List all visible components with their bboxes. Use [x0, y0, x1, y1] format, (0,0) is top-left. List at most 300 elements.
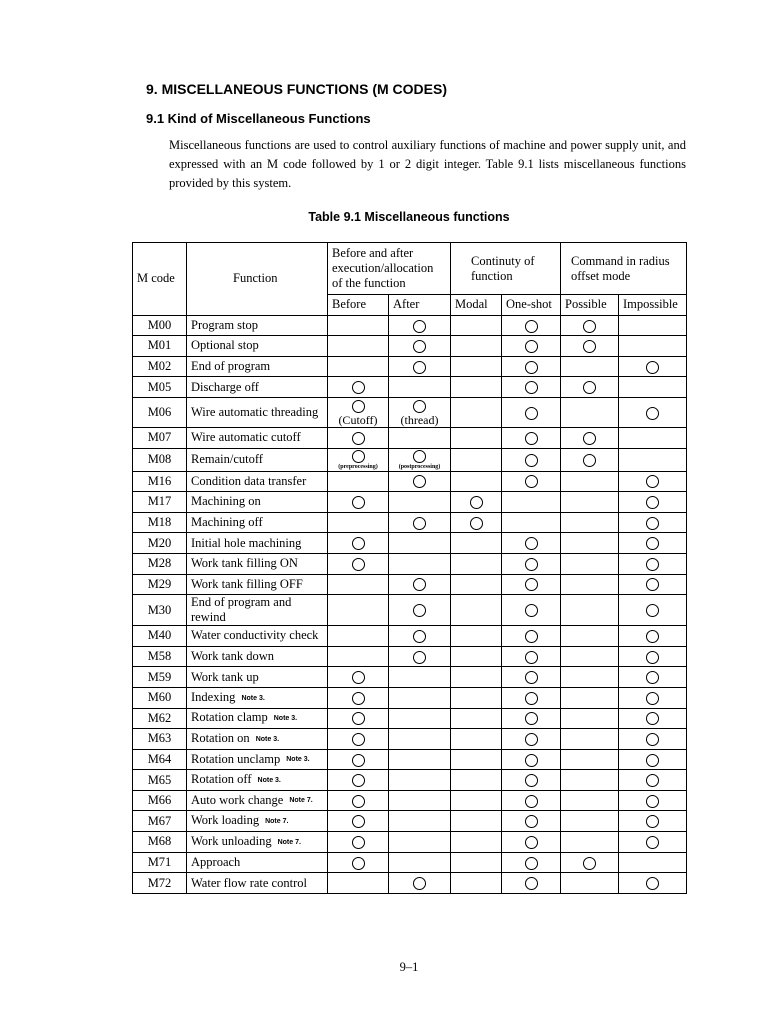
table-row: [133, 397, 687, 427]
before-cell: [328, 667, 389, 688]
circle-mark-icon: [646, 651, 659, 664]
table-row: [133, 492, 687, 513]
function-cell: [187, 512, 328, 533]
before-cell: [328, 574, 389, 595]
function-cell: [187, 574, 328, 595]
modal-cell: [451, 336, 502, 357]
function-cell: [187, 595, 328, 626]
function-cell: [187, 492, 328, 513]
function-cell: [187, 448, 328, 471]
function-label: Initial hole machining: [191, 535, 302, 550]
circle-mark-icon: [646, 361, 659, 374]
circle-mark-icon: [413, 604, 426, 617]
oneshot-cell: [502, 595, 561, 626]
after-cell: [389, 574, 451, 595]
impossible-cell: [619, 427, 687, 448]
modal-cell: [451, 646, 502, 667]
oneshot-cell: [502, 749, 561, 770]
modal-cell: [451, 873, 502, 894]
oneshot-cell: [502, 377, 561, 398]
mcode-cell: M17: [133, 492, 187, 513]
m-code-table: [132, 242, 687, 894]
impossible-cell: [619, 852, 687, 873]
function-cell: [187, 553, 328, 574]
table-row: [133, 749, 687, 770]
oneshot-cell: [502, 770, 561, 791]
header-function: Function: [187, 243, 328, 316]
circle-mark-icon: [646, 795, 659, 808]
modal-cell: [451, 553, 502, 574]
impossible-cell: [619, 315, 687, 336]
mcode-cell: M65: [133, 770, 187, 791]
after-cell: [389, 471, 451, 492]
header-oneshot: One-shot: [502, 295, 561, 316]
table-row: [133, 377, 687, 398]
modal-cell: [451, 574, 502, 595]
after-cell: [389, 811, 451, 832]
after-cell: [389, 553, 451, 574]
circle-mark-icon: [525, 320, 538, 333]
function-cell: [187, 832, 328, 853]
function-label: Program stop: [191, 317, 259, 332]
possible-cell: [561, 471, 619, 492]
circle-mark-icon: [413, 340, 426, 353]
oneshot-cell: [502, 832, 561, 853]
mcode-cell: M16: [133, 471, 187, 492]
section-heading: 9. MISCELLANEOUS FUNCTIONS (M CODES): [146, 81, 448, 97]
circle-mark-icon: [352, 671, 365, 684]
modal-cell: [451, 315, 502, 336]
function-cell: [187, 749, 328, 770]
table-row: [133, 873, 687, 894]
mcode-cell: M40: [133, 626, 187, 647]
possible-cell: [561, 749, 619, 770]
function-cell: [187, 646, 328, 667]
note-ref: Note 3.: [255, 735, 280, 743]
before-cell: [328, 356, 389, 377]
modal-cell: [451, 770, 502, 791]
circle-mark-icon: [352, 400, 365, 413]
before-cell: [328, 533, 389, 554]
before-cell: [328, 448, 389, 471]
before-cell: [328, 427, 389, 448]
circle-mark-icon: [525, 454, 538, 467]
circle-mark-icon: [525, 651, 538, 664]
modal-cell: [451, 356, 502, 377]
mcode-cell: M20: [133, 533, 187, 554]
after-cell: [389, 336, 451, 357]
before-cell: [328, 626, 389, 647]
modal-cell: [451, 729, 502, 750]
possible-cell: [561, 852, 619, 873]
possible-cell: [561, 315, 619, 336]
before-cell: [328, 811, 389, 832]
page-number: 9–1: [399, 960, 419, 974]
table-row: [133, 811, 687, 832]
circle-mark-icon: [352, 733, 365, 746]
mcode-cell: M30: [133, 595, 187, 626]
mcode-cell: M58: [133, 646, 187, 667]
note-ref: Note 3.: [273, 715, 298, 723]
impossible-cell: [619, 832, 687, 853]
oneshot-cell: [502, 687, 561, 708]
possible-cell: [561, 397, 619, 427]
note-ref: Note 3.: [286, 756, 310, 764]
impossible-cell: [619, 811, 687, 832]
after-cell: [389, 397, 451, 427]
header-before: Before: [328, 295, 389, 316]
before-cell: [328, 397, 389, 427]
table-row: [133, 667, 687, 688]
impossible-cell: [619, 448, 687, 471]
after-cell: [389, 646, 451, 667]
possible-cell: [561, 646, 619, 667]
circle-mark-icon: [525, 815, 538, 828]
before-cell: [328, 377, 389, 398]
circle-mark-icon: [352, 857, 365, 870]
circle-mark-icon: [413, 651, 426, 664]
mark-annotation: (Cutoff): [338, 412, 378, 427]
circle-mark-icon: [525, 774, 538, 787]
function-label: Remain/cutoff: [191, 452, 263, 467]
impossible-cell: [619, 553, 687, 574]
mcode-cell: M07: [133, 427, 187, 448]
table-row: [133, 832, 687, 853]
circle-mark-icon: [646, 496, 659, 509]
function-cell: [187, 533, 328, 554]
function-cell: [187, 427, 328, 448]
mark-annotation: (thread): [400, 412, 439, 427]
possible-cell: [561, 512, 619, 533]
before-cell: [328, 790, 389, 811]
impossible-cell: [619, 687, 687, 708]
circle-mark-icon: [525, 712, 538, 725]
table-row: [133, 427, 687, 448]
table-row: [133, 770, 687, 791]
impossible-cell: [619, 356, 687, 377]
oneshot-cell: [502, 315, 561, 336]
function-label: Water flow rate control: [191, 875, 307, 890]
circle-mark-icon: [646, 671, 659, 684]
function-cell: [187, 667, 328, 688]
circle-mark-icon: [470, 517, 483, 530]
function-label: Discharge off: [191, 379, 259, 394]
function-label: Machining on: [191, 494, 261, 509]
after-cell: [389, 873, 451, 894]
circle-mark-icon: [525, 630, 538, 643]
function-label: Water conductivity check: [191, 628, 319, 643]
function-cell: [187, 397, 328, 427]
circle-mark-icon: [352, 537, 365, 550]
function-cell: [187, 336, 328, 357]
circle-mark-icon: [646, 517, 659, 530]
circle-mark-icon: [413, 877, 426, 890]
function-cell: [187, 770, 328, 791]
oneshot-cell: [502, 471, 561, 492]
mcode-cell: M00: [133, 315, 187, 336]
before-cell: [328, 729, 389, 750]
circle-mark-icon: [525, 537, 538, 550]
mcode-cell: M02: [133, 356, 187, 377]
circle-mark-icon: [413, 400, 426, 413]
after-cell: [389, 687, 451, 708]
impossible-cell: [619, 646, 687, 667]
circle-mark-icon: [646, 774, 659, 787]
possible-cell: [561, 533, 619, 554]
circle-mark-icon: [352, 754, 365, 767]
circle-mark-icon: [525, 733, 538, 746]
after-cell: [389, 749, 451, 770]
after-cell: [389, 626, 451, 647]
oneshot-cell: [502, 729, 561, 750]
oneshot-cell: [502, 852, 561, 873]
circle-mark-icon: [646, 537, 659, 550]
circle-mark-icon: [525, 578, 538, 591]
before-cell: [328, 512, 389, 533]
circle-mark-icon: [352, 692, 365, 705]
possible-cell: [561, 667, 619, 688]
modal-cell: [451, 687, 502, 708]
before-cell: [328, 687, 389, 708]
circle-mark-icon: [352, 815, 365, 828]
before-cell: [328, 471, 389, 492]
possible-cell: [561, 595, 619, 626]
table-row: [133, 790, 687, 811]
circle-mark-icon: [525, 836, 538, 849]
table-row: [133, 729, 687, 750]
table-row: [133, 852, 687, 873]
after-cell: [389, 708, 451, 729]
modal-cell: [451, 708, 502, 729]
function-cell: [187, 687, 328, 708]
impossible-cell: [619, 471, 687, 492]
mcode-cell: M05: [133, 377, 187, 398]
circle-mark-icon: [646, 604, 659, 617]
circle-mark-icon: [413, 630, 426, 643]
circle-mark-icon: [525, 432, 538, 445]
circle-mark-icon: [413, 320, 426, 333]
note-ref: Note 7.: [265, 818, 289, 826]
mcode-cell: M08: [133, 448, 187, 471]
circle-mark-icon: [525, 558, 538, 571]
possible-cell: [561, 873, 619, 894]
circle-mark-icon: [525, 407, 538, 420]
circle-mark-icon: [646, 815, 659, 828]
table-row: [133, 708, 687, 729]
mcode-cell: M62: [133, 708, 187, 729]
function-cell: [187, 315, 328, 336]
mcode-cell: M18: [133, 512, 187, 533]
circle-mark-icon: [352, 774, 365, 787]
mcode-cell: M60: [133, 687, 187, 708]
modal-cell: [451, 595, 502, 626]
impossible-cell: [619, 667, 687, 688]
impossible-cell: [619, 397, 687, 427]
table-caption: Table 9.1 Miscellaneous functions: [308, 210, 510, 224]
function-label: Work loading: [191, 813, 260, 828]
after-cell: [389, 729, 451, 750]
function-label: Wire automatic cutoff: [191, 430, 301, 445]
after-cell: [389, 770, 451, 791]
mcode-cell: M67: [133, 811, 187, 832]
before-cell: [328, 315, 389, 336]
circle-mark-icon: [525, 340, 538, 353]
possible-cell: [561, 770, 619, 791]
impossible-cell: [619, 595, 687, 626]
function-label: Work tank filling ON: [191, 556, 298, 571]
circle-mark-icon: [525, 857, 538, 870]
possible-cell: [561, 708, 619, 729]
circle-mark-icon: [646, 407, 659, 420]
function-label: Indexing: [191, 689, 236, 704]
function-label: Rotation clamp: [191, 710, 268, 725]
table-row: [133, 471, 687, 492]
function-label: Rotation off: [191, 772, 252, 787]
function-label: Machining off: [191, 515, 263, 530]
circle-mark-icon: [352, 712, 365, 725]
function-label: Auto work change: [191, 792, 284, 807]
impossible-cell: [619, 512, 687, 533]
before-cell: [328, 708, 389, 729]
oneshot-cell: [502, 553, 561, 574]
function-cell: [187, 852, 328, 873]
function-cell: [187, 356, 328, 377]
table-row: [133, 687, 687, 708]
before-cell: [328, 492, 389, 513]
note-ref: Note 7.: [277, 838, 301, 846]
circle-mark-icon: [525, 361, 538, 374]
modal-cell: [451, 832, 502, 853]
oneshot-cell: [502, 646, 561, 667]
circle-mark-icon: [413, 361, 426, 374]
circle-mark-icon: [646, 475, 659, 488]
circle-mark-icon: [646, 836, 659, 849]
intro-paragraph: Miscellaneous functions are used to control auxiliary functions of machine and power supply unit, and expressed with an M code followed by 1 or 2 digit integer. Table 9.1 lists miscellaneous functions provided by this system.: [169, 138, 686, 190]
circle-mark-icon: [583, 381, 596, 394]
after-cell: [389, 832, 451, 853]
circle-mark-icon: [583, 857, 596, 870]
mcode-cell: M72: [133, 873, 187, 894]
circle-mark-icon: [352, 432, 365, 445]
function-cell: [187, 729, 328, 750]
table-row: [133, 315, 687, 336]
circle-mark-icon: [352, 450, 365, 463]
circle-mark-icon: [646, 578, 659, 591]
function-cell: [187, 708, 328, 729]
circle-mark-icon: [352, 496, 365, 509]
function-label: Approach: [191, 854, 241, 869]
circle-mark-icon: [646, 630, 659, 643]
table-row: [133, 356, 687, 377]
after-cell: [389, 512, 451, 533]
after-cell: [389, 667, 451, 688]
before-cell: [328, 595, 389, 626]
modal-cell: [451, 512, 502, 533]
oneshot-cell: [502, 626, 561, 647]
oneshot-cell: [502, 492, 561, 513]
function-label: End of program and rewind: [191, 595, 292, 625]
header-after: After: [389, 295, 451, 316]
table-row: [133, 512, 687, 533]
circle-mark-icon: [352, 836, 365, 849]
circle-mark-icon: [583, 340, 596, 353]
circle-mark-icon: [525, 381, 538, 394]
before-cell: [328, 873, 389, 894]
function-label: Rotation on: [191, 731, 250, 746]
after-cell: [389, 356, 451, 377]
circle-mark-icon: [352, 795, 365, 808]
table-row: [133, 336, 687, 357]
mcode-cell: M68: [133, 832, 187, 853]
impossible-cell: [619, 729, 687, 750]
note-ref: Note 3.: [241, 694, 265, 702]
oneshot-cell: [502, 533, 561, 554]
circle-mark-icon: [525, 475, 538, 488]
modal-cell: [451, 749, 502, 770]
impossible-cell: [619, 708, 687, 729]
possible-cell: [561, 427, 619, 448]
oneshot-cell: [502, 790, 561, 811]
after-cell: [389, 315, 451, 336]
oneshot-cell: [502, 427, 561, 448]
function-label: Work tank down: [191, 649, 275, 664]
modal-cell: [451, 852, 502, 873]
function-cell: [187, 790, 328, 811]
possible-cell: [561, 729, 619, 750]
modal-cell: [451, 492, 502, 513]
oneshot-cell: [502, 708, 561, 729]
circle-mark-icon: [646, 877, 659, 890]
note-ref: Note 3.: [257, 776, 281, 784]
mcode-cell: M66: [133, 790, 187, 811]
function-cell: [187, 626, 328, 647]
before-cell: [328, 553, 389, 574]
impossible-cell: [619, 377, 687, 398]
circle-mark-icon: [646, 692, 659, 705]
circle-mark-icon: [525, 754, 538, 767]
circle-mark-icon: [583, 320, 596, 333]
circle-mark-icon: [413, 578, 426, 591]
header-impossible: Impossible: [619, 295, 687, 316]
circle-mark-icon: [352, 381, 365, 394]
header-exec-group: Before and after execution/allocation of the function: [328, 243, 451, 295]
function-label: Work unloading: [191, 834, 272, 849]
table-row: [133, 553, 687, 574]
function-cell: [187, 811, 328, 832]
oneshot-cell: [502, 397, 561, 427]
before-cell: [328, 749, 389, 770]
impossible-cell: [619, 873, 687, 894]
possible-cell: [561, 687, 619, 708]
oneshot-cell: [502, 336, 561, 357]
table-row: [133, 574, 687, 595]
mcode-cell: M29: [133, 574, 187, 595]
possible-cell: [561, 377, 619, 398]
possible-cell: [561, 574, 619, 595]
function-label: Optional stop: [191, 338, 259, 353]
mcode-cell: M59: [133, 667, 187, 688]
function-label: Wire automatic threading: [191, 404, 319, 419]
circle-mark-icon: [413, 475, 426, 488]
header-continuity-group: Continuty of function: [451, 243, 561, 295]
mark-annotation: (postprocessing): [398, 463, 441, 470]
function-label: Condition data transfer: [191, 473, 307, 488]
table-row: [133, 646, 687, 667]
header-mcode: M code: [133, 243, 187, 316]
modal-cell: [451, 397, 502, 427]
impossible-cell: [619, 574, 687, 595]
circle-mark-icon: [583, 454, 596, 467]
